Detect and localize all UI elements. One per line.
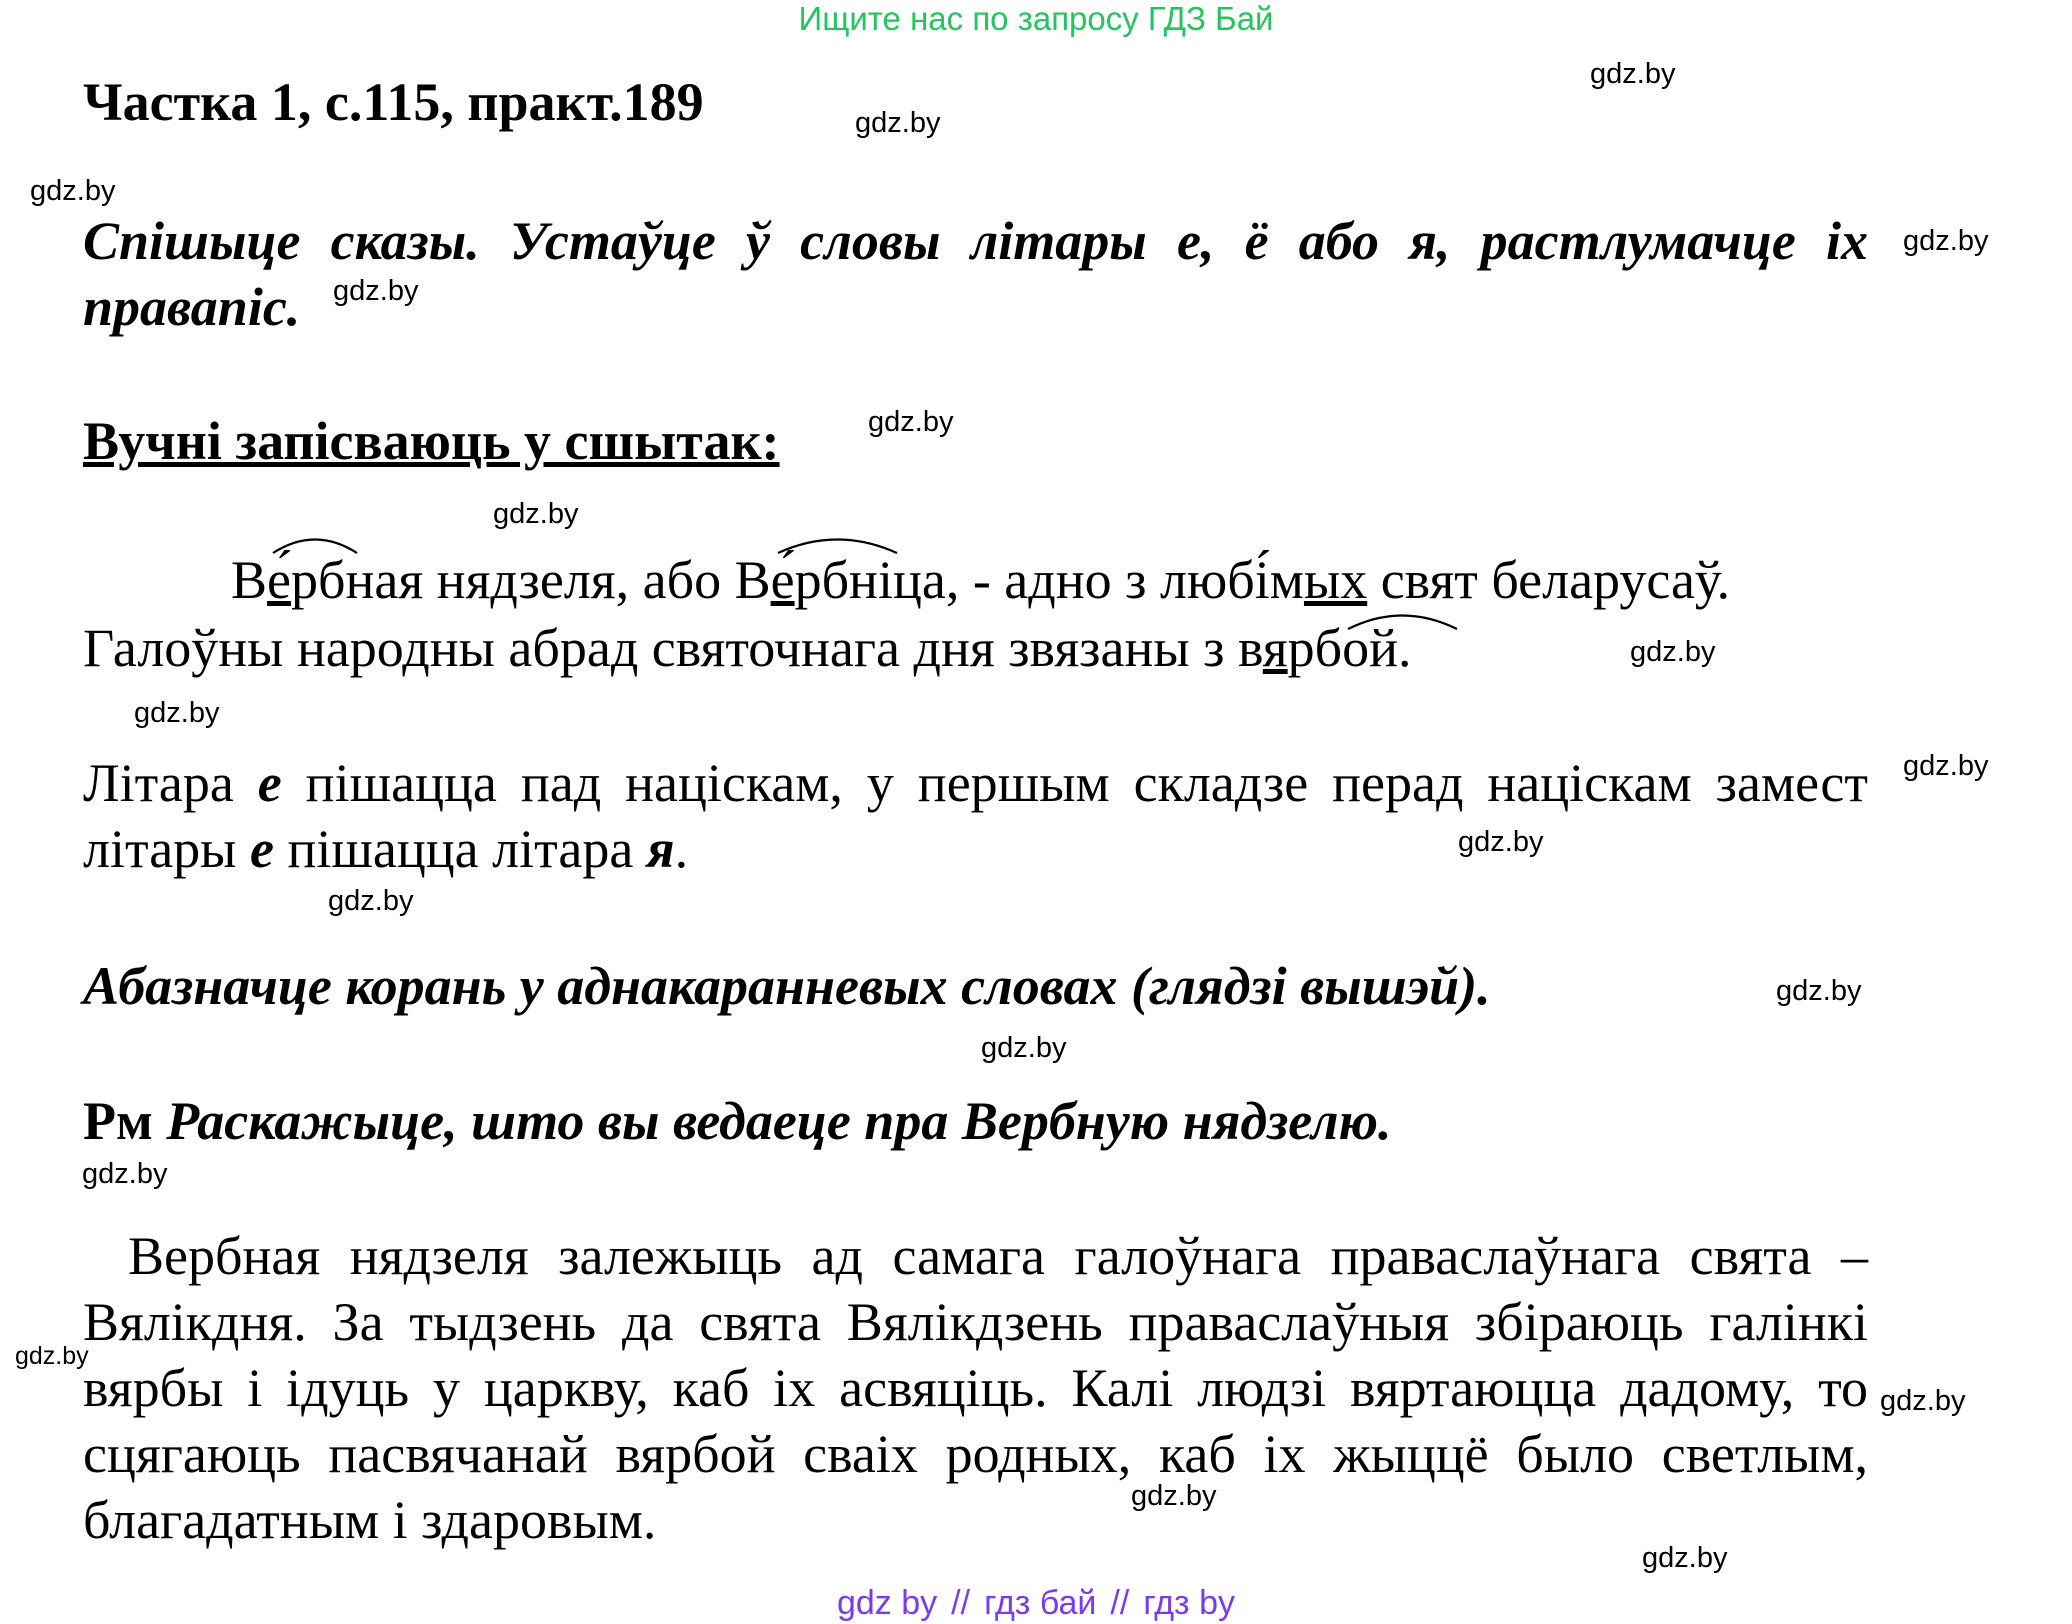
watermark: gdz.by — [1458, 826, 1544, 858]
word-part: свят беларусаў. — [1367, 550, 1731, 610]
watermark: gdz.by — [1776, 975, 1862, 1007]
footer-link[interactable]: gdz by — [836, 1584, 938, 1622]
word-part: рбой. — [1287, 618, 1412, 678]
word-part: і́ — [1254, 550, 1270, 610]
watermark: gdz.by — [1903, 750, 1989, 782]
footer-links — [0, 1583, 2072, 1623]
watermark: gdz.by — [1880, 1385, 1966, 1417]
inserted-letter: я — [1262, 618, 1288, 678]
root-arc — [775, 532, 900, 556]
rule-text: пішацца пад націскам, у першым складзе перад націскам замест літары — [83, 753, 1868, 879]
rule-letter: я — [646, 819, 675, 879]
watermark: gdz.by — [134, 697, 220, 729]
watermark: gdz.by — [1131, 1480, 1217, 1512]
rule-letter: е — [249, 819, 274, 879]
task-instruction-3 — [83, 1088, 1392, 1154]
watermark: gdz.by — [1630, 636, 1716, 668]
rule-text: . — [674, 819, 689, 879]
watermark: gdz.by — [1590, 58, 1676, 90]
top-banner[interactable]: Ищите нас по запросу ГДЗ Бай — [798, 0, 1274, 37]
inserted-letter: е́ — [770, 550, 795, 610]
watermark: gdz.by — [30, 175, 116, 207]
footer-link[interactable]: гдз by — [1143, 1584, 1235, 1622]
answer-paragraph: Вербная нядзеля залежыць ад самага галоўнага праваслаўнага свята – Вялікдня. За тыдзень да свята Вялікдзень праваслаўныя збіраюць галінкі вярбы і ідуць у царкву, каб іх асвяціць. Калі людзі вяртаюцца дадому, то сцягаюць пасвячанай вярбой сваіх родных, каб іх жыццё было светлым, благадатным і здаровым. — [83, 1226, 1868, 1550]
rule-explanation — [83, 750, 1868, 882]
rule-letter: е — [257, 753, 282, 813]
word-part: рбная нядзеля, або — [291, 550, 735, 610]
footer-separator: // — [951, 1584, 971, 1622]
word-part: В — [231, 550, 268, 610]
exercise-line-1 — [231, 547, 1730, 613]
section-heading: Вучні запісваюць у сшытак: — [83, 411, 780, 471]
watermark: gdz.by — [1642, 1542, 1728, 1574]
exercise-line-2 — [83, 615, 1412, 681]
task-instruction-2: Абазначце корань у аднакаранневых словах (глядзі вышэй). — [83, 956, 1491, 1016]
watermark: gdz.by — [855, 107, 941, 139]
page-title: Частка 1, с.115, практ.189 — [83, 72, 704, 132]
footer-separator: // — [1110, 1584, 1130, 1622]
inserted-letter: ых — [1303, 550, 1368, 610]
task-text: Раскажыце, што вы ведаеце пра Вербную нядзелю. — [166, 1091, 1392, 1151]
watermark: gdz.by — [82, 1158, 168, 1190]
word-part: Галоўны народны абрад святочнага дня звязаны з в — [83, 618, 1263, 678]
rule-text: пішацца літара — [273, 819, 647, 879]
word-part: В — [734, 550, 771, 610]
root-arc — [270, 532, 360, 556]
word-part: рбніца, - адно з люб — [794, 550, 1255, 610]
watermark: gdz.by — [868, 406, 954, 438]
inserted-letter: е́ — [267, 550, 291, 610]
task-instruction: Спішыце сказы. Устаўце ў словы літары е, ё або я, растлумачце іх правапіс. — [83, 211, 1868, 337]
watermark: gdz.by — [981, 1032, 1067, 1064]
watermark: gdz.by — [1903, 225, 1989, 257]
watermark: gdz.by — [493, 498, 579, 530]
watermark: gdz.by — [328, 885, 414, 917]
rule-text: Літара — [83, 753, 258, 813]
watermark: gdz.by — [15, 1342, 89, 1370]
watermark: gdz.by — [333, 275, 419, 307]
task-prefix: Рм — [83, 1091, 153, 1151]
word-part: м — [1269, 550, 1304, 610]
footer-link[interactable]: гдз бай — [984, 1584, 1097, 1622]
